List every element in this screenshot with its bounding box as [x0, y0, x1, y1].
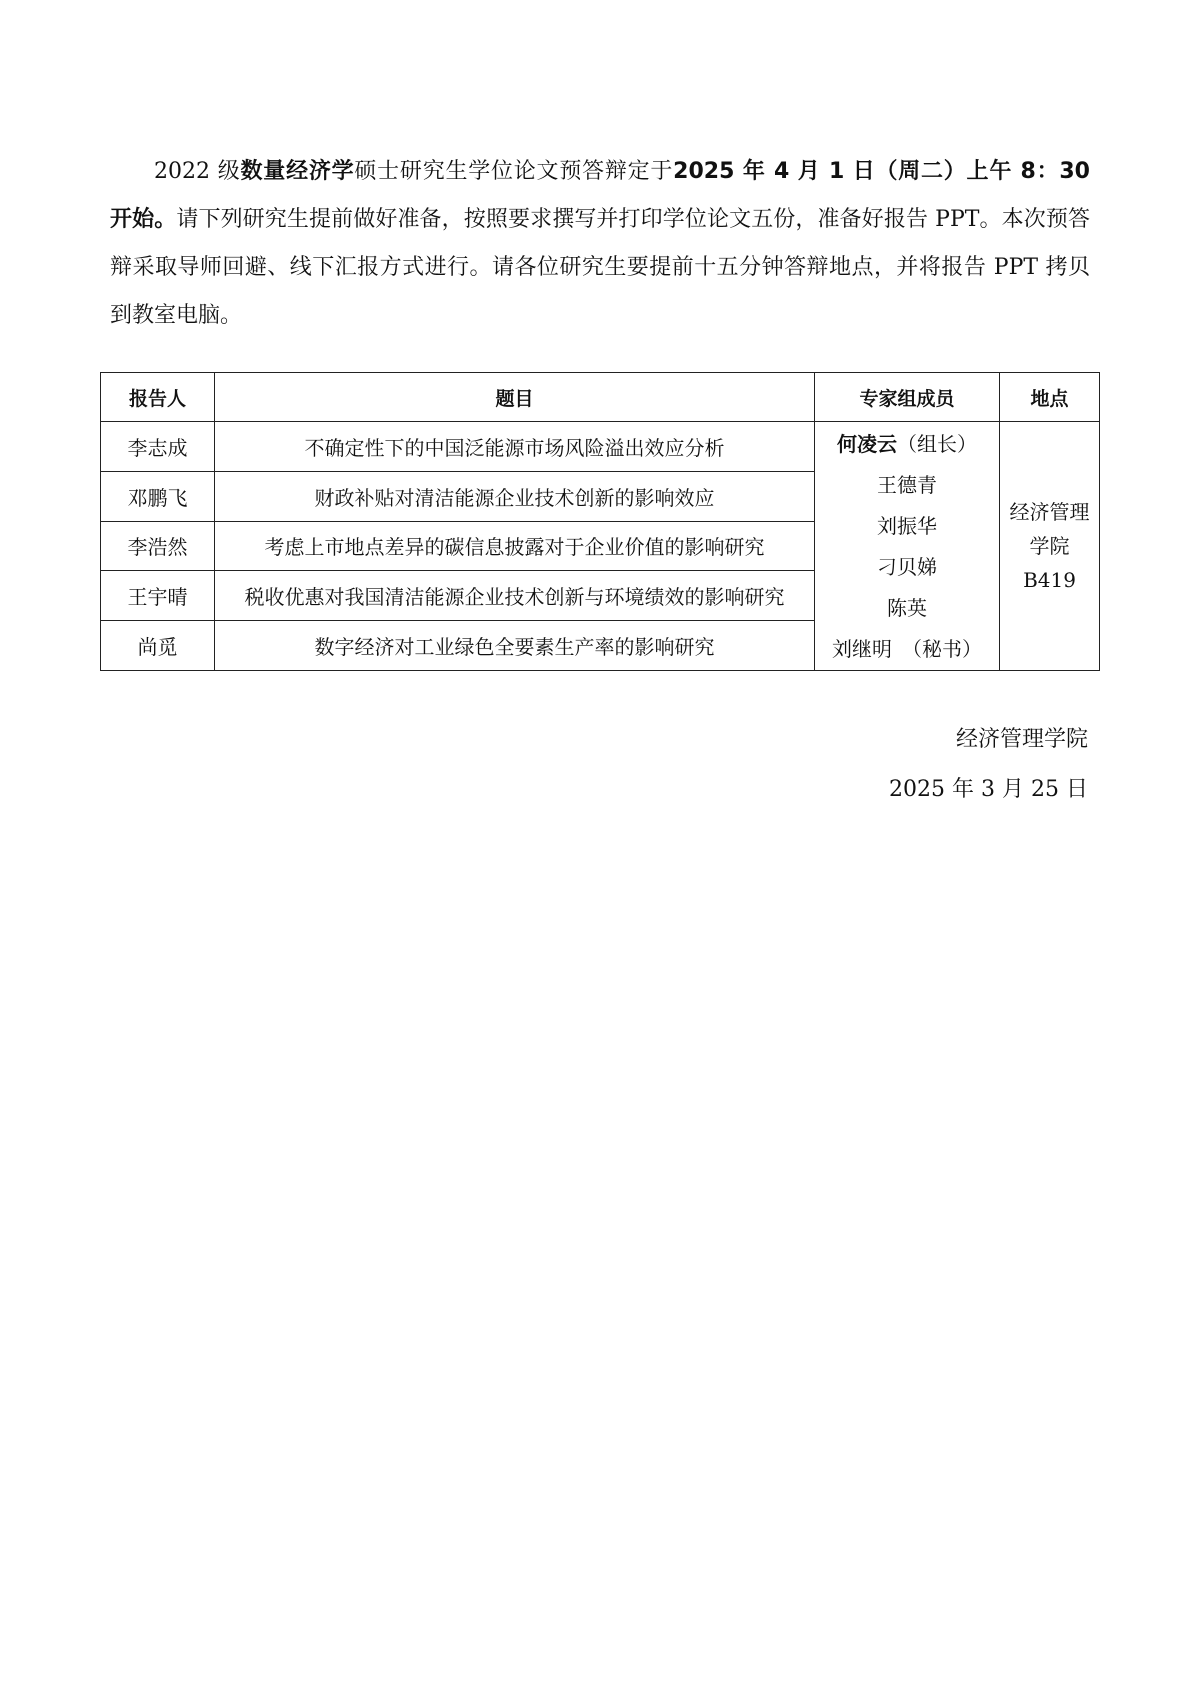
header-title: 题目 [215, 373, 815, 422]
notice-major: 数量经济学 [240, 159, 355, 184]
location-line: 学院 [1029, 534, 1070, 558]
title-cell: 考虑上市地点差异的碳信息披露对于企业价值的影响研究 [215, 521, 815, 571]
location-line: 经济管理 [1009, 500, 1090, 524]
panel-leader-name: 何凌云 [837, 432, 897, 456]
panel-member: 刁贝娣 [877, 555, 937, 579]
header-panel: 专家组成员 [815, 373, 1000, 422]
presenter-cell: 李志成 [101, 422, 215, 472]
presenter-cell: 尚觅 [101, 621, 215, 671]
panel-leader [815, 424, 999, 465]
presenter-cell: 邓鹏飞 [101, 471, 215, 521]
presenter-cell: 李浩然 [101, 521, 215, 571]
panel-members-cell [815, 422, 1000, 671]
notice-intro: 硕士研究生学位论文预答辩定于 [354, 159, 674, 184]
header-presenter: 报告人 [101, 373, 215, 422]
notice-grade: 2022 级 [154, 159, 241, 184]
table-row [101, 422, 1100, 472]
panel-member: 王德青 [877, 473, 937, 497]
notice-paragraph [110, 148, 1090, 340]
header-location: 地点 [1000, 373, 1100, 422]
title-cell: 不确定性下的中国泛能源市场风险溢出效应分析 [215, 422, 815, 472]
title-cell: 数字经济对工业绿色全要素生产率的影响研究 [215, 621, 815, 671]
defense-schedule-table [100, 372, 1100, 671]
notice-datetime: 2025 年 4 月 1 日（周二）上午 8：30 开始。 [110, 159, 1090, 232]
location-cell [1000, 422, 1100, 671]
panel-member: 陈英 [887, 596, 927, 620]
panel-member: 刘振华 [877, 514, 937, 538]
title-cell: 财政补贴对清洁能源企业技术创新的影响效应 [215, 471, 815, 521]
presenter-cell: 王宇晴 [101, 571, 215, 621]
table-header-row [101, 373, 1100, 422]
signature-date: 2025 年 3 月 25 日 [889, 777, 1088, 802]
notice-instructions: 请下列研究生提前做好准备，按照要求撰写并打印学位论文五份，准备好报告 PPT。本次预答辩采取导师回避、线下汇报方式进行。请各位研究生要提前十五分钟答辩地点，并将报告 PPT 拷贝到教室电脑。 [110, 207, 1090, 328]
panel-secretary: 刘继明 （秘书） [832, 637, 982, 661]
title-cell: 税收优惠对我国清洁能源企业技术创新与环境绩效的影响研究 [215, 571, 815, 621]
location-room: B419 [1023, 568, 1076, 592]
signature-org: 经济管理学院 [955, 727, 1088, 752]
panel-leader-role: （组长） [897, 432, 977, 456]
